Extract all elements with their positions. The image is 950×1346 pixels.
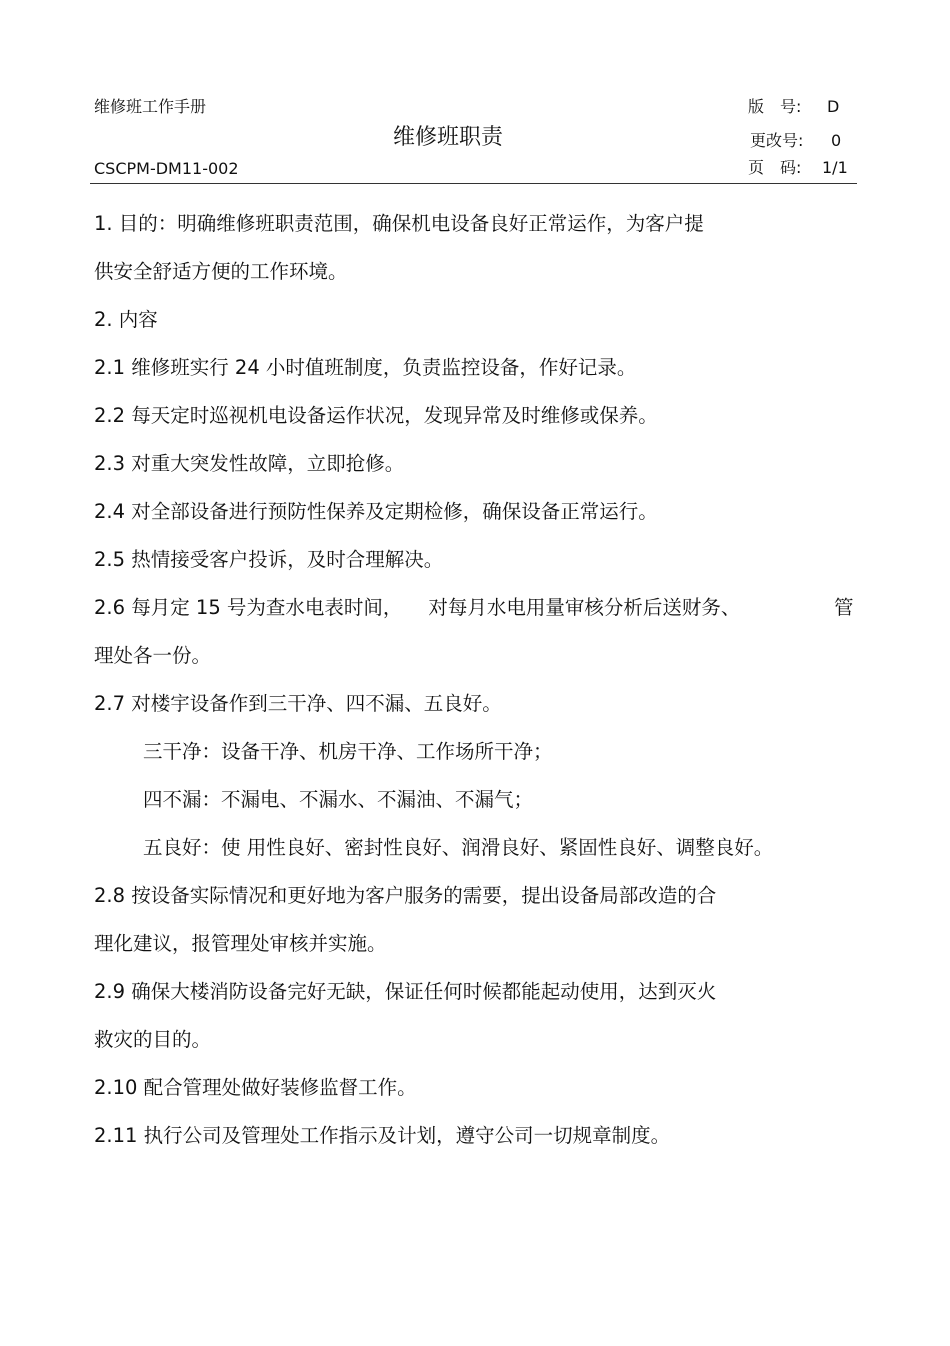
version-value: D [827,97,840,116]
item-2-8-line-1: 2.8 按设备实际情况和更好地为客户服务的需要，提出设备局部改造的合 [94,884,717,907]
item-2-9-line-2: 救灾的目的。 [94,1028,212,1051]
version-label: 版 号: [748,97,802,116]
header-divider [90,183,857,184]
item-2-9-line-1: 2.9 确保大楼消防设备完好无缺，保证任何时候都能起动使用，达到灭火 [94,980,717,1003]
item-2-7-five-good: 五良好：使 用性良好、密封性良好、润滑良好、紧固性良好、调整良好。 [143,836,774,859]
purpose-line-2: 供安全舒适方便的工作环境。 [94,260,348,283]
item-2-10: 2.10 配合管理处做好装修监督工作。 [94,1076,417,1099]
item-2-6-part-3: 管 [834,596,854,619]
revision-value: 0 [831,131,842,150]
page-label: 页 码: [748,158,802,177]
item-2-2: 2.2 每天定时巡视机电设备运作状况，发现异常及时维修或保养。 [94,404,658,427]
content-heading: 2. 内容 [94,308,158,331]
item-2-6-part-1: 2.6 每月定 15 号为查水电表时间， [94,596,403,619]
manual-name: 维修班工作手册 [94,97,207,116]
item-2-1: 2.1 维修班实行 24 小时值班制度，负责监控设备，作好记录。 [94,356,637,379]
revision-label: 更改号: [750,131,804,150]
item-2-8-line-2: 理化建议，报管理处审核并实施。 [94,932,387,955]
page-title: 维修班职责 [393,125,504,150]
item-2-6-line-2: 理处各一份。 [94,644,212,667]
item-2-3: 2.3 对重大突发性故障，立即抢修。 [94,452,405,475]
item-2-7-three-clean: 三干净：设备干净、机房干净、工作场所干净； [143,740,553,763]
item-2-4: 2.4 对全部设备进行预防性保养及定期检修，确保设备正常运行。 [94,500,658,523]
doc-code: CSCPM-DM11-002 [94,159,239,178]
page-value: 1/1 [822,158,848,177]
item-2-7: 2.7 对楼宇设备作到三干净、四不漏、五良好。 [94,692,502,715]
item-2-7-four-no-leak: 四不漏：不漏电、不漏水、不漏油、不漏气； [143,788,534,811]
item-2-6-part-2: 对每月水电用量审核分析后送财务、 [428,596,741,619]
item-2-5: 2.5 热情接受客户投诉，及时合理解决。 [94,548,444,571]
item-2-11: 2.11 执行公司及管理处工作指示及计划，遵守公司一切规章制度。 [94,1124,671,1147]
purpose-line-1: 1. 目的：明确维修班职责范围，确保机电设备良好正常运作，为客户提 [94,212,704,235]
item-2-6-line-1 [94,595,740,621]
